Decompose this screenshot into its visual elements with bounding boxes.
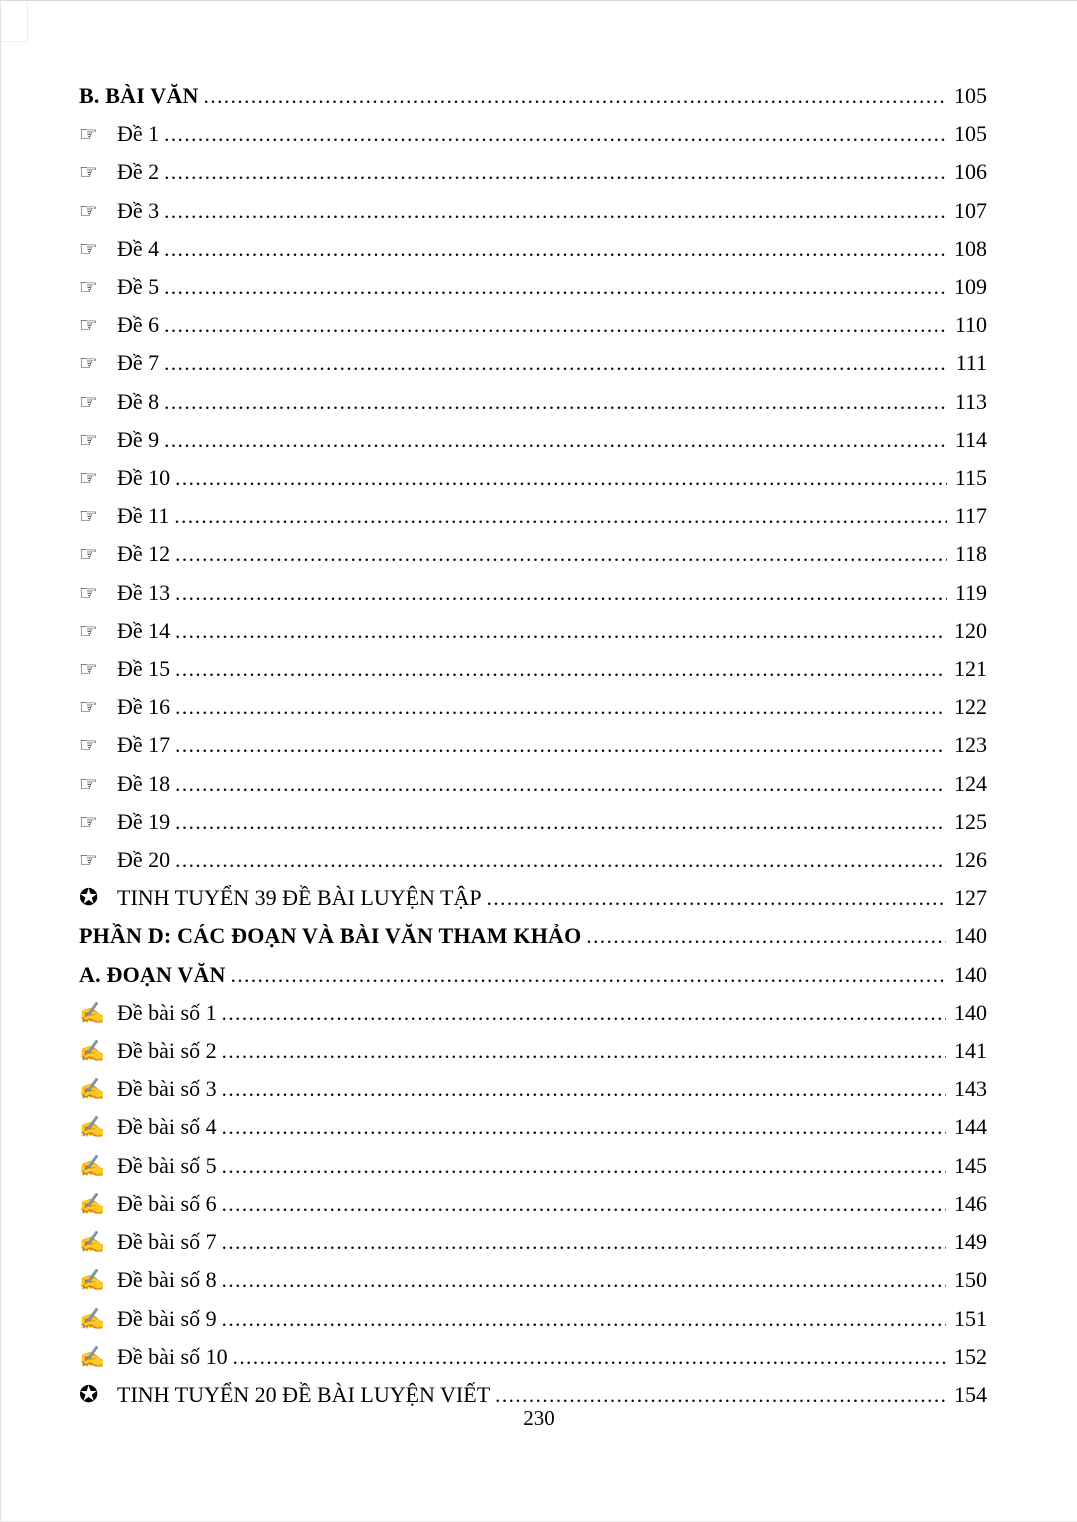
- entry-page-number: 126: [954, 847, 987, 873]
- entry-page-number: 140: [954, 923, 987, 949]
- dot-leader: [174, 498, 946, 535]
- entry-page-number: 146: [954, 1190, 987, 1216]
- writing-hand-icon: ✍: [79, 1191, 106, 1216]
- dot-leader: [586, 918, 946, 955]
- toc-entry: [79, 1261, 987, 1299]
- entry-page-number: 105: [954, 83, 987, 108]
- dot-leader: [175, 536, 947, 573]
- dot-leader: [222, 1148, 946, 1185]
- toc-entry: [79, 421, 987, 459]
- dot-leader: [233, 1339, 946, 1376]
- entry-page-number: 109: [954, 274, 987, 300]
- dot-leader: [222, 1224, 946, 1261]
- toc-entry: [79, 574, 987, 612]
- toc-entry: [79, 1223, 987, 1261]
- pointing-hand-icon: ☞: [79, 351, 98, 376]
- toc-entry: [79, 841, 987, 879]
- dot-leader: [175, 575, 947, 612]
- pointing-hand-icon: ☞: [79, 122, 98, 147]
- entry-label: Đề 16: [117, 694, 171, 720]
- toc-entry: [79, 1108, 987, 1146]
- dot-leader: [175, 766, 946, 803]
- toc-entry: [79, 268, 987, 306]
- entry-page-number: 144: [954, 1114, 987, 1140]
- writing-hand-icon: ✍: [79, 1077, 106, 1102]
- pointing-hand-icon: ☞: [79, 389, 98, 414]
- pointing-hand-icon: ☞: [79, 618, 98, 643]
- entry-page-number: 124: [954, 770, 987, 796]
- writing-hand-icon: ✍: [79, 1306, 106, 1331]
- entry-label: TINH TUYỂN 39 ĐỀ BÀI LUYỆN TẬP: [117, 885, 482, 911]
- dot-leader: [487, 880, 946, 917]
- entry-label: B. BÀI VĂN: [79, 83, 199, 108]
- pointing-hand-icon: ☞: [79, 580, 98, 605]
- entry-label: Đề bài số 3: [117, 1076, 217, 1102]
- dot-leader: [222, 1262, 946, 1299]
- entry-page-number: 151: [954, 1305, 987, 1331]
- dot-leader: [164, 345, 947, 382]
- entry-page-number: 113: [954, 388, 987, 414]
- entry-label: PHẦN D: CÁC ĐOẠN VÀ BÀI VĂN THAM KHẢO: [79, 923, 582, 949]
- dot-leader: [175, 804, 946, 841]
- entry-label: TINH TUYỂN 20 ĐỀ BÀI LUYỆN VIẾT: [117, 1381, 491, 1407]
- entry-page-number: 152: [954, 1343, 987, 1369]
- pointing-hand-icon: ☞: [79, 771, 98, 796]
- entry-page-number: 107: [954, 197, 987, 223]
- toc-entry: [79, 917, 987, 955]
- entry-label: Đề 14: [117, 617, 171, 643]
- dot-leader: [222, 1109, 946, 1146]
- entry-page-number: 120: [954, 617, 987, 643]
- entry-label: Đề 4: [117, 235, 160, 261]
- page-number: 230: [523, 1406, 555, 1430]
- pointing-hand-icon: ☞: [79, 504, 98, 529]
- dot-leader: [222, 1301, 946, 1338]
- dot-leader: [231, 957, 946, 994]
- scan-artifact: [1, 1, 28, 42]
- entry-label: Đề bài số 4: [117, 1114, 217, 1140]
- toc-entry: [79, 1338, 987, 1376]
- writing-hand-icon: ✍: [79, 1268, 106, 1293]
- toc-entry: [79, 459, 987, 497]
- entry-label: Đề 5: [117, 274, 160, 300]
- entry-page-number: 154: [954, 1381, 987, 1407]
- entry-page-number: 141: [954, 1038, 987, 1064]
- dot-leader: [164, 231, 946, 268]
- entry-label: Đề 11: [117, 503, 170, 529]
- table-of-contents: [79, 77, 987, 1414]
- dot-leader: [175, 727, 946, 764]
- entry-label: Đề 20: [117, 847, 171, 873]
- entry-page-number: 119: [954, 579, 987, 605]
- dot-leader: [164, 384, 947, 421]
- entry-label: Đề bài số 8: [117, 1267, 217, 1293]
- toc-entry: [79, 765, 987, 803]
- toc-entry: [79, 994, 987, 1032]
- writing-hand-icon: ✍: [79, 1344, 106, 1369]
- toc-entry: [79, 956, 987, 994]
- entry-label: Đề 17: [117, 732, 171, 758]
- entry-page-number: 110: [954, 312, 987, 338]
- entry-page-number: 117: [954, 503, 987, 529]
- dot-leader: [164, 307, 947, 344]
- entry-label: Đề 7: [117, 350, 160, 376]
- entry-label: Đề 10: [117, 465, 171, 491]
- dot-leader: [164, 154, 946, 191]
- toc-entry: [79, 497, 987, 535]
- pointing-hand-icon: ☞: [79, 542, 98, 567]
- writing-hand-icon: ✍: [79, 1039, 106, 1064]
- entry-label: Đề 15: [117, 656, 171, 682]
- entry-page-number: 140: [954, 999, 987, 1025]
- dot-leader: [204, 78, 946, 115]
- pointing-hand-icon: ☞: [79, 848, 98, 873]
- toc-entry: [79, 115, 987, 153]
- dot-leader: [222, 1033, 946, 1070]
- pointing-hand-icon: ☞: [79, 236, 98, 261]
- entry-page-number: 123: [954, 732, 987, 758]
- entry-page-number: 125: [954, 808, 987, 834]
- page-footer: [1, 1406, 1077, 1431]
- entry-page-number: 122: [954, 694, 987, 720]
- entry-page-number: 105: [954, 121, 987, 147]
- dot-leader: [175, 842, 946, 879]
- pointing-hand-icon: ☞: [79, 695, 98, 720]
- entry-page-number: 121: [954, 656, 987, 682]
- entry-label: Đề 1: [117, 121, 160, 147]
- entry-label: Đề 13: [117, 579, 171, 605]
- pointing-hand-icon: ☞: [79, 466, 98, 491]
- entry-page-number: 143: [954, 1076, 987, 1102]
- entry-label: Đề bài số 1: [117, 999, 217, 1025]
- entry-label: Đề bài số 6: [117, 1190, 217, 1216]
- writing-hand-icon: ✍: [79, 1230, 106, 1255]
- entry-page-number: 115: [954, 465, 987, 491]
- entry-label: Đề 19: [117, 808, 171, 834]
- entry-label: Đề 6: [117, 312, 160, 338]
- entry-label: Đề 2: [117, 159, 160, 185]
- pointing-hand-icon: ☞: [79, 160, 98, 185]
- toc-entry: [79, 879, 987, 917]
- entry-label: Đề bài số 9: [117, 1305, 217, 1331]
- toc-entry: [79, 688, 987, 726]
- entry-page-number: 127: [954, 885, 987, 911]
- entry-page-number: 140: [954, 961, 987, 987]
- writing-hand-icon: ✍: [79, 1115, 106, 1140]
- toc-entry: [79, 1300, 987, 1338]
- dot-leader: [222, 1071, 946, 1108]
- entry-page-number: 106: [954, 159, 987, 185]
- pointing-hand-icon: ☞: [79, 733, 98, 758]
- toc-entry: [79, 803, 987, 841]
- entry-page-number: 145: [954, 1152, 987, 1178]
- entry-label: Đề 3: [117, 197, 160, 223]
- toc-entry: [79, 726, 987, 764]
- entry-label: Đề bài số 5: [117, 1152, 217, 1178]
- entry-label: Đề 9: [117, 426, 160, 452]
- star-icon: ✪: [79, 885, 99, 911]
- writing-hand-icon: ✍: [79, 1153, 106, 1178]
- dot-leader: [164, 269, 946, 306]
- toc-entry: [79, 77, 987, 115]
- entry-page-number: 114: [954, 426, 987, 452]
- dot-leader: [175, 460, 947, 497]
- toc-entry: [79, 383, 987, 421]
- dot-leader: [175, 613, 946, 650]
- entry-label: Đề 8: [117, 388, 160, 414]
- pointing-hand-icon: ☞: [79, 198, 98, 223]
- toc-entry: [79, 153, 987, 191]
- entry-page-number: 108: [954, 235, 987, 261]
- dot-leader: [222, 995, 946, 1032]
- toc-entry: [79, 230, 987, 268]
- pointing-hand-icon: ☞: [79, 809, 98, 834]
- entry-label: Đề bài số 10: [117, 1343, 228, 1369]
- entry-page-number: 149: [954, 1229, 987, 1255]
- toc-entry: [79, 535, 987, 573]
- writing-hand-icon: ✍: [79, 1000, 106, 1025]
- entry-label: Đề bài số 2: [117, 1038, 217, 1064]
- entry-label: Đề bài số 7: [117, 1229, 217, 1255]
- entry-page-number: 118: [954, 541, 987, 567]
- dot-leader: [175, 689, 946, 726]
- toc-entry: [79, 1070, 987, 1108]
- pointing-hand-icon: ☞: [79, 427, 98, 452]
- dot-leader: [164, 193, 946, 230]
- entry-label: A. ĐOẠN VĂN: [79, 961, 226, 987]
- star-icon: ✪: [79, 1381, 99, 1407]
- dot-leader: [222, 1186, 946, 1223]
- toc-entry: [79, 612, 987, 650]
- toc-entry: [79, 306, 987, 344]
- toc-entry: [79, 344, 987, 382]
- entry-label: Đề 18: [117, 770, 171, 796]
- entry-page-number: 111: [955, 350, 987, 376]
- toc-entry: [79, 1185, 987, 1223]
- pointing-hand-icon: ☞: [79, 275, 98, 300]
- dot-leader: [175, 651, 946, 688]
- toc-entry: [79, 1147, 987, 1185]
- dot-leader: [164, 116, 946, 153]
- pointing-hand-icon: ☞: [79, 657, 98, 682]
- toc-entry: [79, 650, 987, 688]
- entry-page-number: 150: [954, 1267, 987, 1293]
- dot-leader: [164, 422, 947, 459]
- entry-label: Đề 12: [117, 541, 171, 567]
- toc-entry: [79, 192, 987, 230]
- toc-entry: [79, 1032, 987, 1070]
- pointing-hand-icon: ☞: [79, 313, 98, 338]
